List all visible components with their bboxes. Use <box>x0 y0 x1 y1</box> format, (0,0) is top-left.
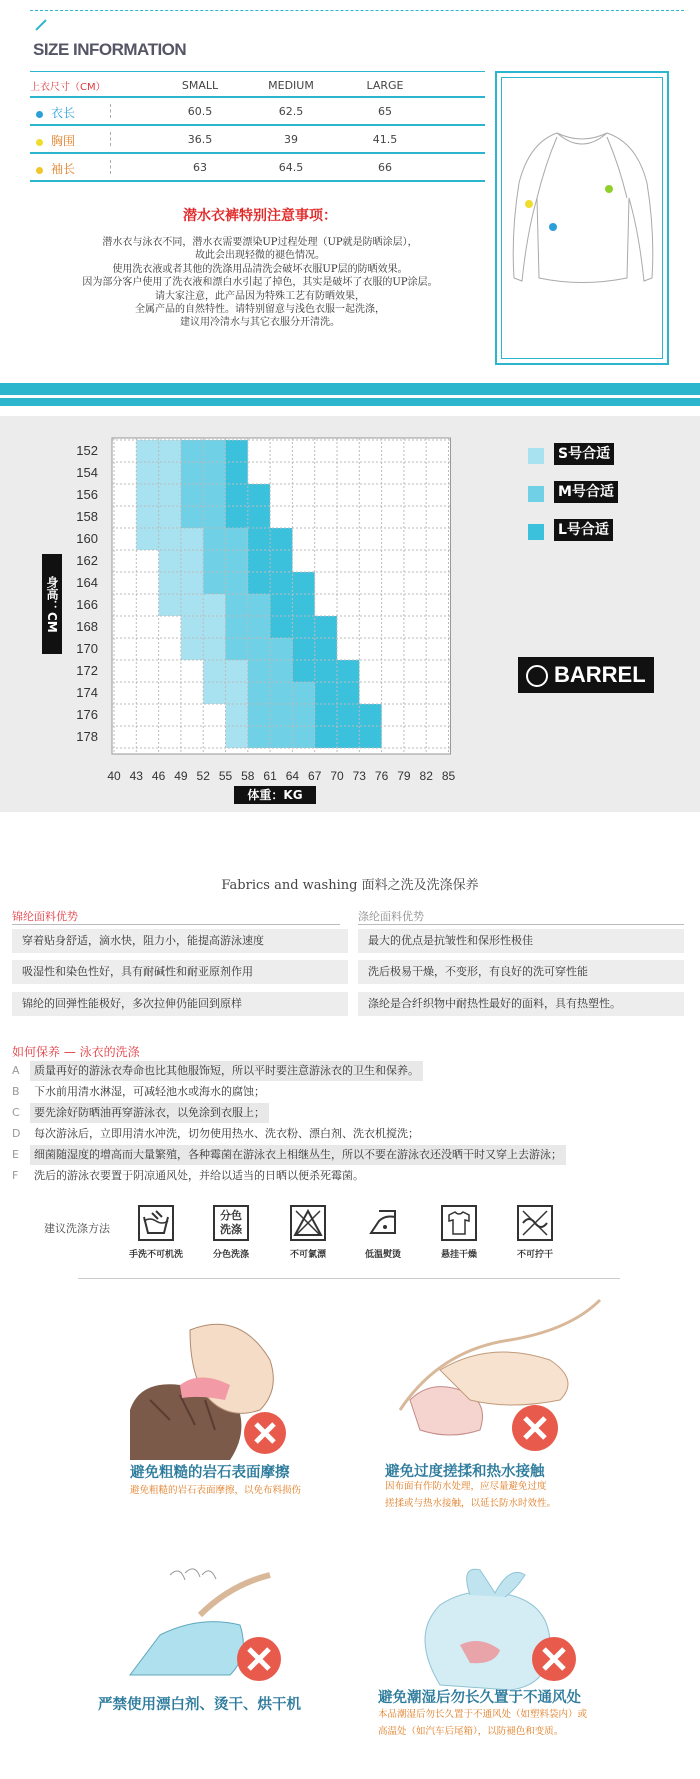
scrubbing-illustration <box>380 1290 610 1460</box>
step-letter: C <box>12 1106 20 1119</box>
hand-wash-icon <box>138 1205 174 1241</box>
size-value: 60.5 <box>187 105 213 118</box>
x-tick-label: 79 <box>397 769 411 783</box>
x-axis-label: 体重：KG <box>234 786 316 804</box>
wash-caption: 分色洗涤 <box>212 1250 249 1260</box>
barrel-logo-icon <box>526 665 548 687</box>
polyester-feature: 涤纶是合纤织物中耐热性最好的面料，具有热塑性。 <box>358 992 684 1016</box>
care-line: 请大家注意，此产品因为特殊工艺有防晒效果， <box>155 290 365 302</box>
size-value: 66 <box>378 161 392 174</box>
size-row-label: 胸围 <box>51 134 76 148</box>
size-value: 36.5 <box>187 133 213 146</box>
polyester-feature: 洗后极易干燥，不变形，有良好的洗可穿性能 <box>358 960 684 984</box>
nylon-feature: 吸湿性和染色性好，具有耐碱性和耐亚原剂作用 <box>12 960 348 984</box>
prohibited-icon <box>235 1635 283 1683</box>
step-letter: D <box>12 1127 21 1140</box>
washing-label: 建议洗涤方法 <box>44 1222 110 1235</box>
heatmap-cell-s <box>181 638 226 660</box>
heatmap-cell-l <box>248 550 293 572</box>
x-tick-label: 43 <box>129 769 143 783</box>
heatmap-cell-l <box>248 572 315 594</box>
yellow-dot-icon <box>36 139 43 146</box>
prohibited-icon <box>530 1635 578 1683</box>
warning-text <box>385 1478 556 1512</box>
heatmap-cell-l <box>226 506 271 528</box>
step-text: 要先涂好防晒油再穿游泳衣，以免涂到衣服上； <box>30 1103 269 1123</box>
x-tick-label: 76 <box>374 769 389 783</box>
heatmap-cell-l <box>315 682 360 704</box>
heatmap-cell-s <box>203 682 248 704</box>
maintenance-step <box>12 1166 368 1186</box>
step-letter: A <box>12 1064 20 1077</box>
size-value: 63 <box>193 161 207 174</box>
maintenance-step <box>12 1124 423 1144</box>
warning-title: 避免过度搓揉和热水接触 <box>385 1464 545 1480</box>
heatmap-cell-l <box>270 616 337 638</box>
y-tick-label: 154 <box>76 465 98 480</box>
wash-caption: 悬挂干燥 <box>440 1250 477 1260</box>
y-tick-label: 176 <box>76 707 98 722</box>
x-tick-label: 46 <box>151 769 166 783</box>
no-wring-icon <box>517 1205 553 1241</box>
warning-title: 严禁使用漂白剂、烫干、烘干机 <box>98 1697 301 1713</box>
y-tick-label: 162 <box>76 553 98 568</box>
warning-text-line: 搓揉或与热水接触，以延长防水时效性。 <box>385 1498 557 1509</box>
wash-caption: 手洗不可机洗 <box>128 1250 183 1260</box>
size-heatmap <box>0 416 700 812</box>
cyan-band <box>0 383 700 395</box>
care-notice-title: 潜水衣裤特别注意事项： <box>183 208 337 224</box>
warning-text-line: 本品潮湿后勿长久置于不通风处（如塑料袋内）或 <box>378 1709 588 1720</box>
maintenance-step <box>12 1145 566 1165</box>
x-tick-label: 82 <box>419 769 433 783</box>
slash-mark <box>35 19 46 30</box>
heatmap-cell-l <box>315 704 382 726</box>
x-tick-label: 40 <box>107 769 121 783</box>
size-table-header <box>30 71 485 98</box>
legend-swatch-m <box>528 486 544 502</box>
care-line: 潜水衣与泳衣不同，潜水衣需要漂染UP过程处理（UP就是防晒涂层）， <box>102 237 418 248</box>
nylon-heading: 锦纶面料优势 <box>12 910 78 923</box>
y-tick-label: 164 <box>76 575 98 590</box>
size-row-label: 衣长 <box>51 106 76 120</box>
heatmap-cell-s <box>136 506 181 528</box>
size-value: 64.5 <box>278 161 304 174</box>
heatmap-cell-l <box>226 440 248 462</box>
x-tick-label: 70 <box>330 769 344 783</box>
polyester-heading: 涤纶面料优势 <box>358 910 424 923</box>
y-tick-label: 168 <box>76 619 98 634</box>
dotted-divider <box>30 10 684 11</box>
x-tick-label: 64 <box>285 769 300 783</box>
blue-dot-icon <box>36 111 43 118</box>
heatmap-cell-l <box>315 726 382 748</box>
shirt-sketch-icon <box>497 73 667 363</box>
care-line: 建议用冷清水与其它衣服分开清洗。 <box>180 317 340 329</box>
size-value: 62.5 <box>278 105 304 118</box>
warning-text-line: 因布面有作防水处理，应尽量避免过度 <box>385 1481 547 1492</box>
warning-text-line: 高温处（如汽车后尾箱），以防褪色和变质。 <box>378 1726 564 1737</box>
divider <box>12 924 340 925</box>
step-letter: F <box>12 1169 19 1182</box>
legend-label-s: S号合适 <box>554 443 614 465</box>
heatmap-cell-m <box>226 638 293 660</box>
size-chart-section <box>0 416 700 812</box>
x-tick-label: 49 <box>174 769 188 783</box>
size-information-section <box>0 0 700 380</box>
legend-label-l: L号合适 <box>554 519 613 541</box>
y-tick-label: 152 <box>76 443 98 458</box>
y-tick-label: 156 <box>76 487 98 502</box>
care-line: 全属产品的自然特性。请特别留意与浅色衣服一起洗涤， <box>135 304 385 316</box>
maintenance-step <box>12 1103 269 1123</box>
x-tick-label: 67 <box>308 769 322 783</box>
y-tick-label: 170 <box>76 641 98 656</box>
hang-dry-icon <box>441 1205 477 1241</box>
size-row-chest <box>30 126 485 154</box>
care-line: 因为部分客户使用了洗衣液和漂白水引起了掉色，其实是破坏了衣服的UP涂层。 <box>82 277 438 289</box>
y-tick-label: 158 <box>76 509 98 524</box>
divider <box>358 924 684 925</box>
y-tick-label: 166 <box>76 597 98 612</box>
heatmap-cell-s <box>226 704 248 726</box>
cyan-band <box>0 398 700 406</box>
x-tick-label: 58 <box>241 769 255 783</box>
heatmap-cell-l <box>270 594 315 616</box>
size-value: 39 <box>284 133 298 146</box>
barrel-logo <box>518 657 654 693</box>
size-row-label: 袖长 <box>51 162 76 176</box>
step-text: 下水前用清水淋湿，可减轻池水或海水的腐蚀； <box>34 1085 265 1098</box>
heatmap-cell-m <box>248 704 315 726</box>
low-iron-icon <box>365 1205 401 1241</box>
heatmap-cell-m <box>203 550 248 572</box>
maintenance-step <box>12 1082 269 1102</box>
care-notice-text <box>0 236 520 330</box>
wash-caption: 低温熨烫 <box>364 1250 401 1260</box>
dashed-divider <box>110 160 111 174</box>
size-large-header: LARGE <box>366 79 404 92</box>
maintenance-step <box>12 1061 423 1081</box>
nylon-feature: 锦纶的回弹性能极好，多次拉伸仍能回到原样 <box>12 992 348 1016</box>
size-row-length <box>30 98 485 126</box>
size-title: SIZE INFORMATION <box>33 40 187 59</box>
heatmap-cell-s <box>159 550 204 572</box>
wash-caption: 不可氯漂 <box>289 1250 326 1260</box>
nylon-feature: 穿着贴身舒适，滴水快，阻力小，能提高游泳速度 <box>12 929 348 953</box>
y-tick-label: 174 <box>76 685 98 700</box>
dashed-divider <box>110 132 111 146</box>
warning-text: 避免粗糙的岩石表面摩擦，以免布料损伤 <box>130 1485 302 1496</box>
size-value: 65 <box>378 105 392 118</box>
heatmap-cell-m <box>248 726 315 748</box>
step-letter: E <box>12 1148 19 1161</box>
legend-label-m: M号合适 <box>554 481 618 503</box>
y-tick-label: 178 <box>76 729 98 744</box>
heatmap-cell-m <box>226 594 271 616</box>
warning-title: 避免潮湿后勿长久置于不通风处 <box>378 1690 581 1706</box>
step-text: 细菌随湿度的增高而大量繁殖，各种霉菌在游泳衣上相继丛生，所以不要在游泳衣还没晒干时又穿上去游泳； <box>30 1145 566 1165</box>
y-tick-label: 160 <box>76 531 98 546</box>
heatmap-cell-l <box>226 462 248 484</box>
heatmap-cell-m <box>181 506 226 528</box>
care-line: 使用洗衣液或者其他的洗涤用品清洗会破坏衣服UP层的防晒效果。 <box>112 263 408 275</box>
step-text: 洗后的游泳衣要置于阴凉通风处，并给以适当的日晒以便杀死霉菌。 <box>34 1169 364 1182</box>
size-table-header-label: 上衣尺寸（CM） <box>30 82 106 93</box>
heatmap-cell-m <box>248 682 315 704</box>
no-bleach-icon <box>290 1205 326 1241</box>
warning-title: 避免粗糙的岩石表面摩擦 <box>130 1465 290 1481</box>
x-tick-label: 73 <box>352 769 366 783</box>
y-axis-label: 身高：CM <box>42 554 62 654</box>
x-tick-label: 55 <box>218 769 233 783</box>
heatmap-cell-s <box>159 594 226 616</box>
maintenance-title: 如何保养 — 泳衣的洗涤 <box>12 1045 140 1059</box>
prohibited-icon <box>242 1410 288 1456</box>
size-small-header: SMALL <box>181 79 219 92</box>
shirt-diagram <box>495 71 669 365</box>
x-tick-label: 52 <box>196 769 210 783</box>
legend-swatch-s <box>528 448 544 464</box>
step-text: 质量再好的游泳衣寿命也比其他服饰短，所以平时要注意游泳衣的卫生和保养。 <box>30 1061 423 1081</box>
fabrics-title: Fabrics and washing 面料之洗及洗涤保养 <box>221 878 479 893</box>
legend-swatch-l <box>528 524 544 540</box>
heatmap-cell-l <box>292 638 337 660</box>
size-row-sleeve <box>30 154 485 182</box>
warning-text <box>378 1706 587 1740</box>
wash-caption: 不可拧干 <box>516 1250 553 1260</box>
separate-wash-text: 分色 洗涤 <box>220 1209 242 1236</box>
dashed-divider <box>110 104 111 118</box>
barrel-logo-text: BARREL <box>554 662 646 687</box>
x-tick-label: 85 <box>441 769 456 783</box>
size-table <box>30 71 485 182</box>
x-tick-label: 61 <box>263 769 277 783</box>
care-line: 故此会出现轻微的褪色情况。 <box>195 250 325 262</box>
yellow-dot-icon <box>36 167 43 174</box>
separate-wash-icon <box>213 1205 249 1241</box>
size-medium-header: MEDIUM <box>268 79 314 92</box>
heatmap-cell-s <box>226 726 248 748</box>
divider <box>78 1278 620 1279</box>
heatmap-cell-s <box>136 462 181 484</box>
heatmap-cell-l <box>292 660 359 682</box>
y-tick-label: 172 <box>76 663 98 678</box>
step-text: 每次游泳后，立即用清水冲洗，切勿使用热水、洗衣粉、漂白剂、洗衣机搅洗； <box>34 1127 419 1140</box>
prohibited-icon <box>510 1403 560 1453</box>
polyester-feature: 最大的优点是抗皱性和保形性极佳 <box>358 929 684 953</box>
heatmap-cell-s <box>136 528 203 550</box>
size-value: 41.5 <box>372 133 398 146</box>
step-letter: B <box>12 1085 20 1098</box>
heatmap-cell-m <box>181 462 226 484</box>
